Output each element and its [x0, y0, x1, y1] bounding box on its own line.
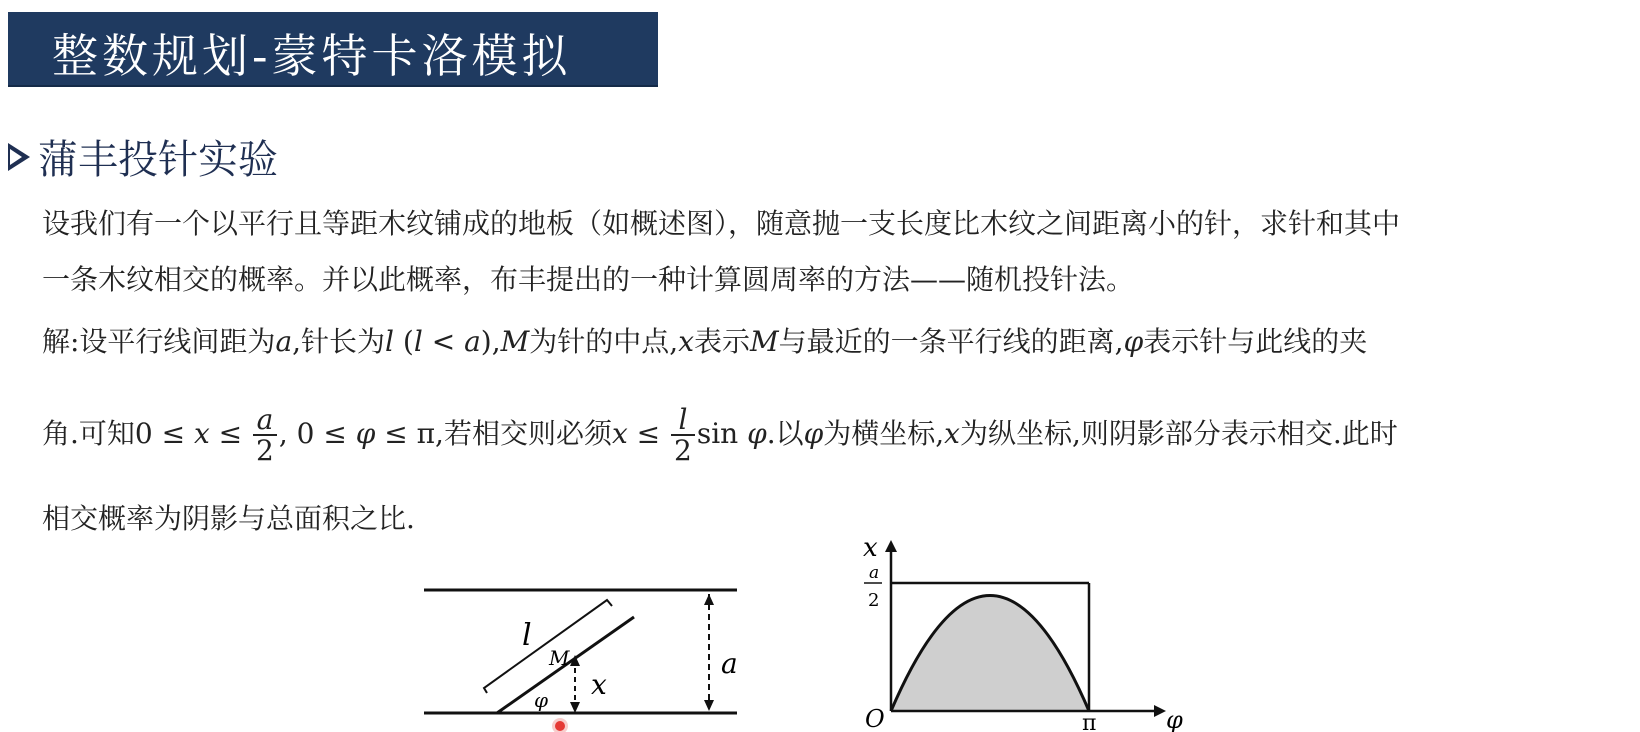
solution-text: 与最近的一条平行线的距离,	[778, 325, 1124, 358]
solution-text: 表示针与此线的夹	[1143, 325, 1368, 358]
fraction-numerator: a	[253, 406, 277, 436]
label-a: a	[721, 647, 738, 680]
solution-text: (	[394, 325, 414, 358]
label-phi: φ	[534, 688, 549, 712]
axis-label-x: x	[863, 533, 878, 563]
solution-text: ),	[480, 325, 501, 358]
math-a: a	[275, 325, 293, 358]
math-x: x	[193, 417, 210, 450]
solution-text: ≤	[627, 417, 670, 450]
spacing-a-arrow-down	[704, 700, 714, 711]
label-M: M	[549, 646, 570, 670]
math-x: x	[944, 417, 960, 450]
math-M: M	[750, 325, 779, 358]
math-phi: φ	[355, 417, 376, 450]
solution-text: <	[422, 325, 465, 358]
tick-label-a: a	[869, 563, 880, 583]
pointer-cursor-icon	[555, 721, 565, 731]
math-l: l	[385, 325, 395, 358]
math-a: a	[464, 325, 481, 358]
solution-text: ≤	[209, 417, 252, 450]
slide-title: 整数规划-蒙特卡洛模拟	[52, 29, 572, 83]
solution-text: .以	[766, 417, 804, 450]
math-x: x	[611, 417, 628, 450]
spacing-a-arrow-up	[704, 594, 714, 605]
solution-line-3: 相交概率为阴影与总面积之比.	[42, 502, 415, 535]
axis-label-phi: φ	[1166, 706, 1183, 732]
fraction-numerator: l	[671, 406, 695, 436]
section-heading-text: 蒲丰投针实验	[38, 137, 278, 183]
tick-label-pi: π	[1082, 711, 1097, 732]
solution-text: 为针的中点,	[529, 325, 679, 358]
intro-line-2: 一条木纹相交的概率。并以此概率，布丰提出的一种计算圆周率的方法——随机投针法。	[42, 263, 1135, 296]
label-l: l	[522, 618, 532, 653]
distance-x-arrow-down	[570, 702, 580, 713]
math-phi: φ	[747, 417, 767, 450]
solution-text: 表示	[693, 325, 750, 358]
fraction-denominator: 2	[674, 433, 692, 467]
phi-axis-arrow	[1154, 705, 1166, 717]
fraction-denominator: 2	[256, 433, 274, 467]
solution-text: ,针长为	[292, 325, 386, 358]
solution-text: 为纵坐标,则阴影部分表示相交.此时	[959, 417, 1398, 450]
math-x: x	[678, 325, 694, 358]
math-M: M	[500, 325, 530, 358]
math-l: l	[413, 325, 423, 358]
solution-text: 角.可知0 ≤	[42, 417, 194, 450]
origin-label: O	[865, 705, 885, 732]
label-x: x	[591, 668, 607, 701]
needle-diagram	[424, 590, 738, 713]
solution-text: , 0 ≤	[278, 417, 356, 450]
sin-function: sin	[696, 417, 739, 450]
probability-region-plot	[863, 533, 1183, 732]
intro-line-1: 设我们有一个以平行且等距木纹铺成的地板（如概述图），随意抛一支长度比木纹之间距离小的针，求针和其中	[42, 207, 1401, 240]
solution-text: 为横坐标,	[823, 417, 945, 450]
math-phi: φ	[1123, 325, 1144, 358]
math-phi: φ	[803, 417, 824, 450]
solution-text: ≤ π,若相交则必须	[375, 417, 612, 450]
tick-label-2: 2	[868, 590, 880, 611]
solution-text: 解:设平行线间距为	[42, 325, 276, 358]
x-axis-arrow	[885, 540, 897, 552]
